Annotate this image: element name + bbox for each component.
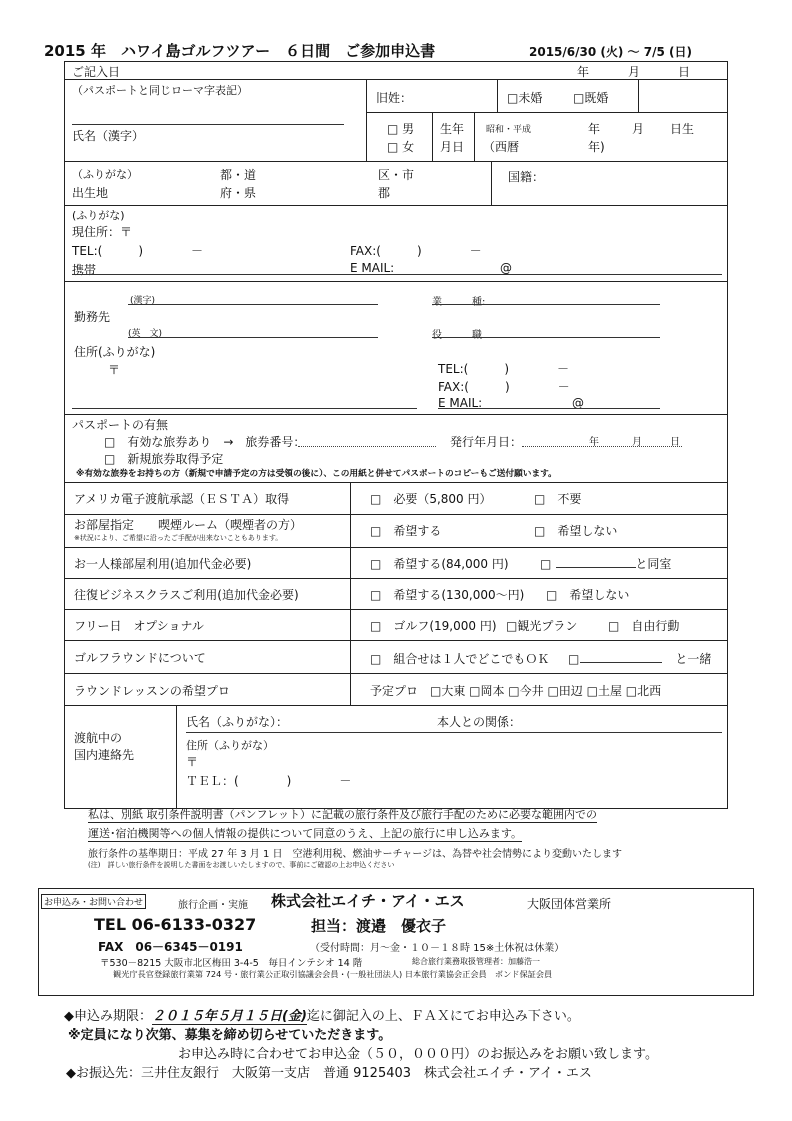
- issue-year: 年: [589, 437, 599, 448]
- name-kanji-label: 氏名（漢字）: [72, 129, 145, 143]
- company-license: 観光庁長官登録旅行業第 724 号・旅行業公正取引協議会会員・(一般社団法人) 日本旅行業協会正会員 ボンド保証会員: [113, 969, 553, 979]
- gun-label: 郡: [378, 186, 391, 200]
- workplace-english-label: (英 文): [128, 329, 163, 339]
- furigana-label: （ふりがな）: [72, 168, 138, 181]
- workplace-label: 勤務先: [74, 310, 111, 324]
- esta-label: アメリカ電子渡航承認（ＥＳＴＡ）取得: [74, 492, 290, 506]
- home-tel: TEL:( ) －: [72, 244, 204, 258]
- single-room-label: お一人様部屋利用(追加代金必要): [74, 557, 252, 571]
- smoking-room-yes-checkbox[interactable]: □ 希望する: [370, 524, 442, 538]
- old-surname-label: 旧姓：: [376, 91, 413, 105]
- to-do-label: 都・道: [220, 168, 257, 182]
- staff-name: 担当：渡邉 優衣子: [311, 917, 447, 935]
- seireki-year: 年): [588, 140, 605, 154]
- passport-valid-checkbox[interactable]: □ 有効な旅券あり → 旅券番号：: [104, 435, 306, 449]
- company-address: 〒530－8215 大阪市北区梅田 3-4-5 毎日インテシオ 14 階: [100, 958, 363, 969]
- birth-month: 月: [632, 122, 645, 136]
- roommate-checkbox[interactable]: □ と同室: [540, 557, 672, 571]
- smoking-room-no-checkbox[interactable]: □ 希望しない: [534, 524, 618, 538]
- work-fax: FAX:( ) －: [438, 380, 570, 394]
- birth-label-1: 生年: [440, 122, 465, 136]
- deposit-note: お申込み時に合わせてお申込金（５０，０００円）のお振込みをお願い致します。: [178, 1047, 658, 1062]
- nationality-label: 国籍：: [508, 170, 545, 184]
- contact-tel: ＴＥＬ：( ) －: [186, 774, 352, 788]
- mobile-label: 携帯: [72, 263, 97, 277]
- home-email: E MAIL:: [350, 261, 395, 275]
- birth-year: 年: [588, 122, 601, 136]
- inquiry-tag: お申込み・お問い合わせ: [41, 894, 146, 909]
- furigana-label-2: (ふりがな): [72, 209, 125, 222]
- consent-line-1: 私は、別紙 取引条件説明書（パンフレット）に記載の旅行条件及び旅行手配のために必要な範囲内での: [88, 808, 597, 821]
- workplace-kanji-label: (漢字): [130, 296, 156, 306]
- free-day-label: フリー日 オプショナル: [74, 619, 204, 633]
- free-day-golf-checkbox[interactable]: □ ゴルフ(19,000 円): [370, 619, 497, 633]
- unmarried-checkbox[interactable]: □未婚: [507, 91, 543, 105]
- position-label: 役 職: [432, 330, 482, 341]
- issue-day: 日: [670, 437, 680, 448]
- birth-label-2: 月日: [440, 140, 465, 154]
- esta-required-checkbox[interactable]: □ 必要（5,800 円）: [370, 492, 492, 506]
- passport-new-checkbox[interactable]: □ 新規旅券取得予定: [104, 452, 224, 466]
- business-class-yes-checkbox[interactable]: □ 希望する(130,000～円): [370, 588, 525, 602]
- entry-date-month: 月: [628, 65, 641, 79]
- smoking-room-label: お部屋指定 喫煙ルーム（喫煙者の方）: [74, 518, 303, 532]
- male-checkbox[interactable]: □ 男: [387, 122, 415, 136]
- lesson-pro-choices[interactable]: 予定プロ □大東 □岡本 □今井 □田辺 □土屋 □北西: [370, 684, 662, 698]
- entry-date-label: ご記入日: [72, 65, 121, 79]
- passport-romaji-note: （パスポートと同じローマ字表記）: [72, 84, 248, 97]
- issue-date-label: 発行年月日：: [450, 435, 523, 449]
- travel-manager: 総合旅行業務取扱管理者：加藤浩一: [412, 957, 540, 966]
- tour-dates: 2015/6/30 (火) ～ 7/5 (日): [529, 45, 692, 59]
- smoking-room-note: ※状況により、ご希望に沿ったご手配が出来ないこともあります。: [74, 534, 283, 542]
- work-address-label: 住所(ふりがな): [74, 345, 156, 359]
- travel-basis-date: 旅行条件の基準期日：平成 27 年 3 月 1 日 空港利用税、燃油サーチャージは、為替や社会情勢により変動いたします: [88, 849, 623, 860]
- bank-account: ◆お振込先：三井住友銀行 大阪第一支店 普通 9125403 株式会社エイチ・アイ・エス: [66, 1066, 592, 1081]
- passport-title: パスポートの有無: [72, 418, 169, 432]
- passport-copy-note: ※有効な旅券をお持ちの方（新規で申請予定の方は受領の後に）、この用紙と併せてパスポートのコピーもご送付願います。: [76, 469, 557, 479]
- contact-address-label: 住所（ふりがな）: [186, 739, 274, 752]
- birth-day: 日生: [670, 122, 695, 136]
- era-label: 昭和・平成: [486, 125, 532, 135]
- female-checkbox[interactable]: □ 女: [387, 140, 415, 154]
- work-postal: 〒: [108, 363, 121, 377]
- home-email-at: @: [500, 261, 512, 275]
- free-day-free-checkbox[interactable]: □ 自由行動: [608, 619, 680, 633]
- married-checkbox[interactable]: □既婚: [573, 91, 609, 105]
- company-branch: 大阪団体営業所: [527, 897, 612, 911]
- entry-date-day: 日: [678, 65, 691, 79]
- company-fax: FAX 06－6345－0191: [98, 940, 243, 954]
- home-fax: FAX:( ) －: [350, 244, 482, 258]
- work-email: E MAIL:: [438, 396, 483, 410]
- fu-ken-label: 府・県: [220, 186, 257, 200]
- lesson-pro-label: ラウンドレッスンの希望プロ: [74, 684, 230, 698]
- ku-shi-label: 区・市: [378, 168, 415, 182]
- work-tel: TEL:( ) －: [438, 362, 570, 376]
- planning-label: 旅行企画・実施: [178, 900, 248, 911]
- work-email-at: @: [572, 396, 584, 410]
- single-room-yes-checkbox[interactable]: □ 希望する(84,000 円): [370, 557, 509, 571]
- company-tel: TEL 06-6133-0327: [94, 915, 257, 934]
- contact-label-1: 渡航中の: [74, 731, 123, 745]
- consent-line-2: 運送･宿泊機関等への個人情報の提供について同意のうえ、上記の旅行に申し込みます。: [88, 827, 523, 840]
- application-deadline: ◆申込み期限：２０１５年５月１５日(金)迄に御記入の上、ＦＡＸにてお申込み下さい。: [64, 1005, 580, 1025]
- form-title: 2015 年 ハワイ島ゴルフツアー ６日間 ご参加申込書: [44, 42, 436, 60]
- contact-postal: 〒: [186, 755, 199, 769]
- free-day-sightseeing-checkbox[interactable]: □観光プラン: [506, 619, 578, 633]
- golf-anyone-checkbox[interactable]: □ 組合せは１人でどこでもＯＫ: [370, 652, 550, 666]
- reception-hours: （受付時間：月～金・１０－１８時 15※土休祝は休業）: [310, 943, 565, 954]
- business-class-no-checkbox[interactable]: □ 希望しない: [546, 588, 630, 602]
- business-class-label: 往復ビジネスクラスご利用(追加代金必要): [74, 588, 299, 602]
- contact-relation-label: 本人との関係：: [437, 715, 522, 729]
- golf-round-label: ゴルフラウンドについて: [74, 651, 206, 665]
- travel-terms-note: (注) 詳しい旅行条件を説明した書面をお渡しいたしますので、事前にご確認の上お申込ください: [88, 861, 395, 869]
- occupation-label: 業 種:: [432, 297, 486, 308]
- esta-not-required-checkbox[interactable]: □ 不要: [534, 492, 582, 506]
- contact-label-2: 国内連絡先: [74, 748, 135, 762]
- issue-month: 月: [632, 437, 642, 448]
- company-name: 株式会社エイチ・アイ・エス: [271, 892, 465, 910]
- seireki-label: （西暦: [483, 140, 520, 154]
- current-address-label: 現住所：〒: [72, 225, 133, 239]
- golf-with-checkbox[interactable]: □ と一緒: [568, 652, 712, 666]
- birthplace-label: 出生地: [72, 186, 109, 200]
- contact-name-label: 氏名（ふりがな）：: [186, 715, 289, 729]
- capacity-note: ※定員になり次第、募集を締め切らせていただきます。: [68, 1028, 392, 1043]
- entry-date-year: 年: [577, 65, 590, 79]
